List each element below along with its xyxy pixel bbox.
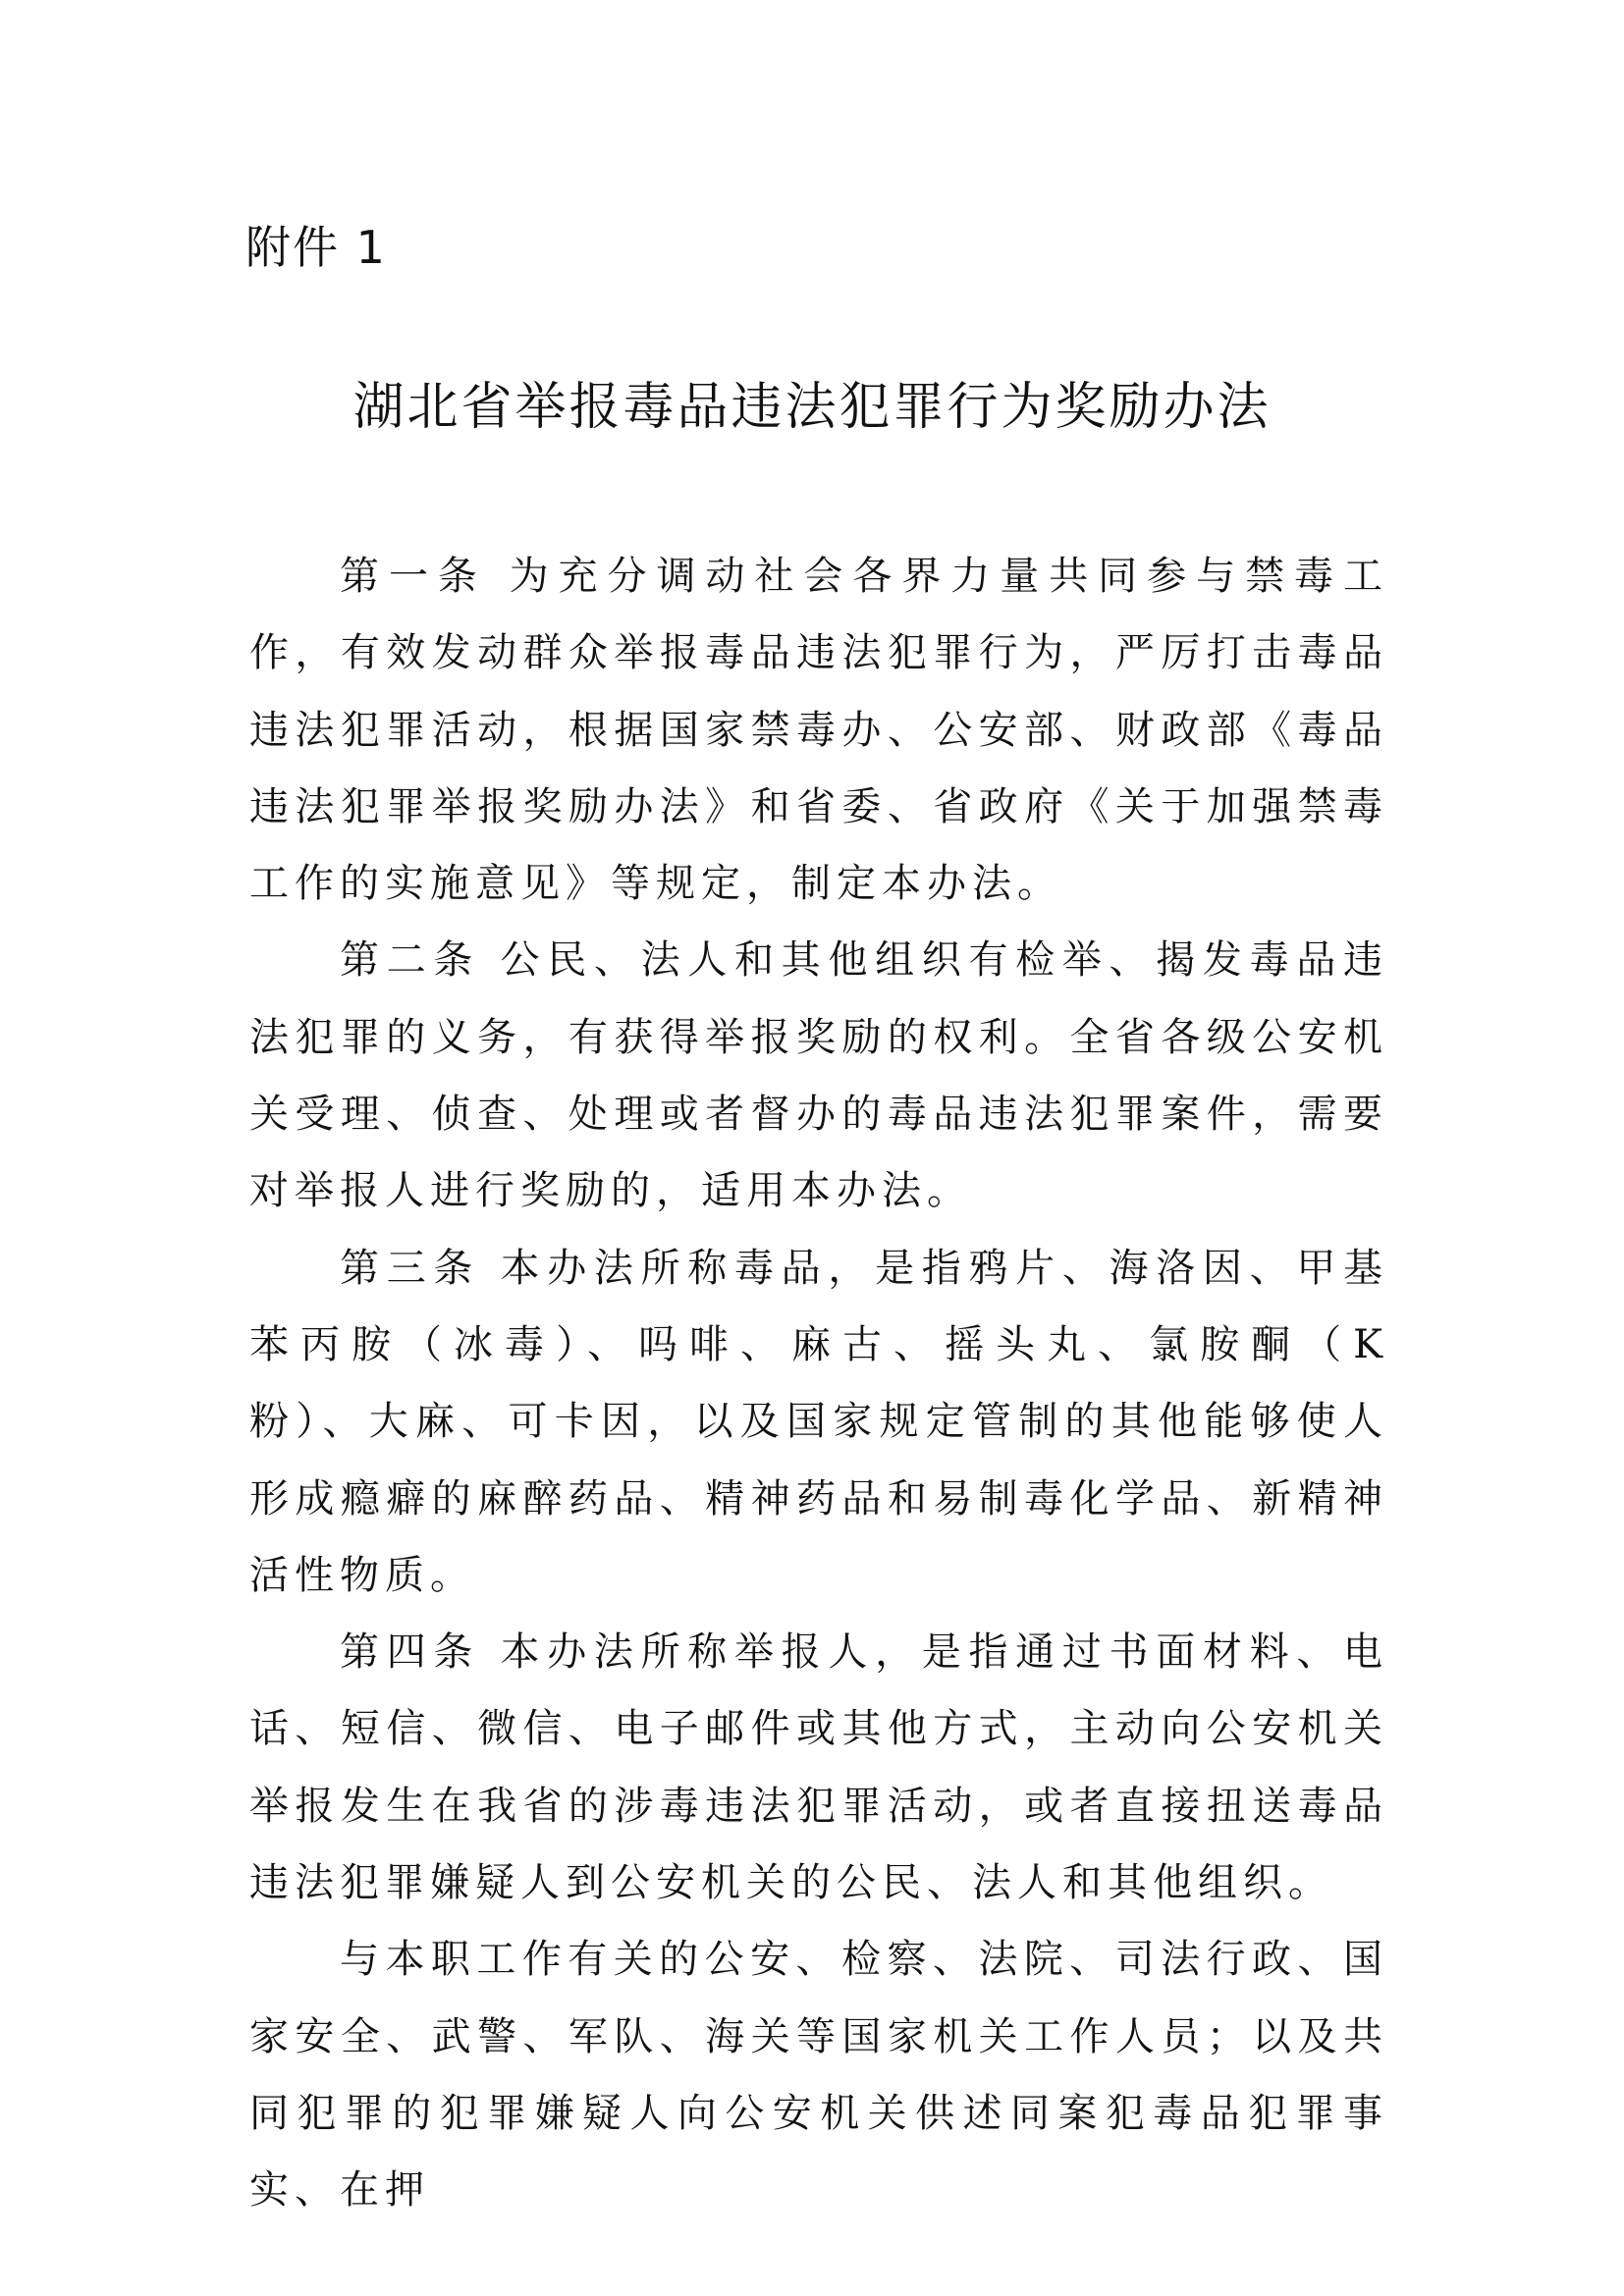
article-4-clause-2 [249,1921,1388,2228]
article-4-clause-2-text: 与本职工作有关的公安、检察、法院、司法行政、国家安全、武警、军队、海关等国家机关工作人员；以及共同犯罪的犯罪嫌疑人向公安机关供述同案犯毒品犯罪事实、在押 [249,1937,1388,2214]
attachment-label: 附件 1 [245,221,387,274]
article-1-text: 为充分调动社会各界力量共同参与禁毒工作，有效发动群众举报毒品违法犯罪行为，严厉打击毒品违法犯罪活动，根据国家禁毒办、公安部、财政部《毒品违法犯罪举报奖励办法》和省委、省政府《关于加强禁毒工作的实施意见》等规定，制定本办法。 [249,554,1389,907]
article-2 [249,922,1388,1229]
article-3 [249,1230,1388,1614]
article-4-heading: 第四条 [340,1629,481,1676]
article-3-heading: 第三条 [340,1245,481,1291]
article-4-text: 本办法所称举报人，是指通过书面材料、电话、短信、微信、电子邮件或其他方式，主动向公安机关举报发生在我省的涉毒违法犯罪活动，或者直接扭送毒品违法犯罪嫌疑人到公安机关的公民、法人和其他组织。 [249,1629,1389,1906]
document-body [249,538,1388,2229]
article-4 [249,1614,1388,1921]
document-title: 湖北省举报毒品违法犯罪行为奖励办法 [352,378,1272,437]
article-3-text: 本办法所称毒品，是指鸦片、海洛因、甲基苯丙胺（冰毒）、吗啡、麻古、摇头丸、氯胺酮（K 粉）、大麻、可卡因，以及国家规定管制的其他能够使人形成瘾癖的麻醉药品、精神药品和易制毒化学品、新精神活性物质。 [249,1245,1389,1598]
article-1 [249,538,1388,922]
article-2-text: 公民、法人和其他组织有检举、揭发毒品违法犯罪的义务，有获得举报奖励的权利。全省各级公安机关受理、侦查、处理或者督办的毒品违法犯罪案件，需要对举报人进行奖励的，适用本办法。 [249,937,1389,1214]
article-2-heading: 第二条 [340,937,481,984]
article-1-heading: 第一条 [340,554,487,599]
